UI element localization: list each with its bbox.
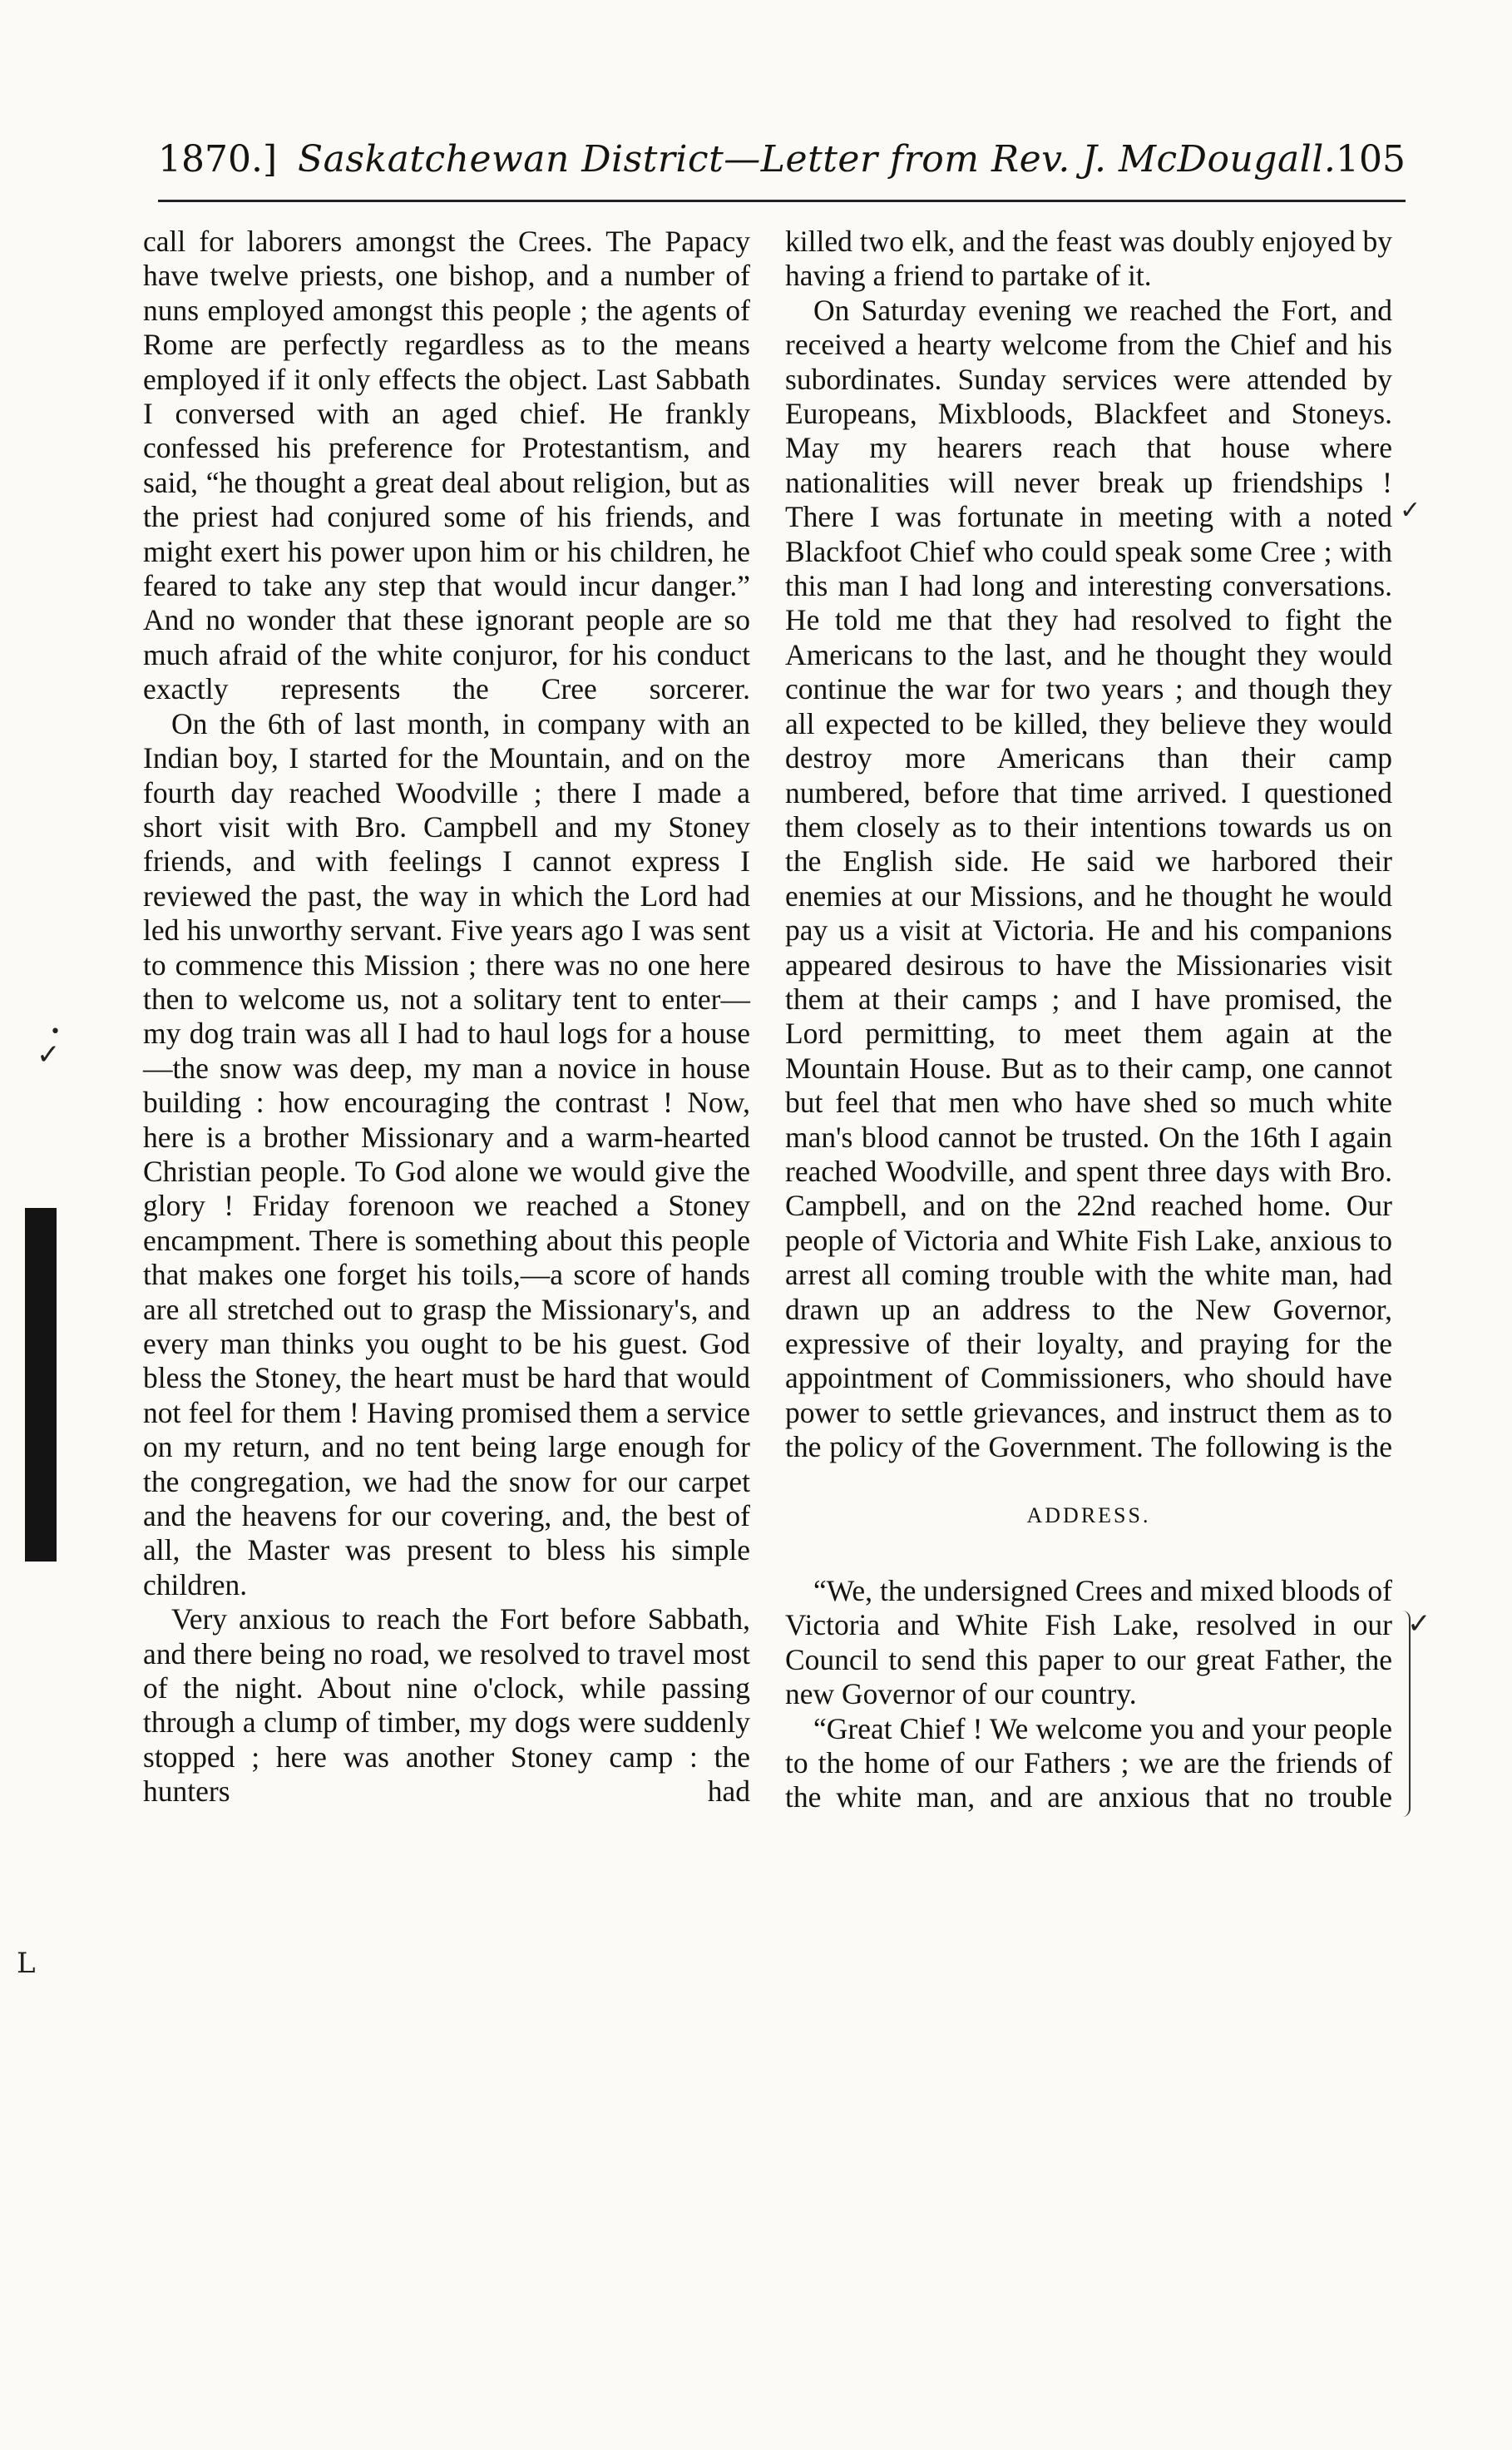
left-paragraph-2: On the 6th of last month, in company with an Indian boy, I started for the Mountain, and on the fourth day reached Woodville ; there I made a short visit with Bro. Campbell and my Stoney friends, and with feelings I cannot express I reviewed the past, the way in which the Lord had led his unworthy servant. Five years ago I was sent to commence this Mission ; there was no one here then to welcome us, not a solitary tent to enter—my dog train was all I had to haul logs for a house—the snow was deep, my man a novice in house building : how encouraging the contrast ! Now, here is a brother Missionary and a warm-hearted Christian people. To God alone we would give the glory ! Friday forenoon we reached a Stoney encampment. There is something about this people that makes one forget his toils,—a score of hands are all stretched out to grasp the Missionary's, and every man thinks you ought to be his guest. God bless the Stoney, the heart must be hard that would not feel for them ! Having promised them a service on my return, and no tent being large enough for the congregation, we had the snow for our carpet and the heavens for our covering, and, the best of all, the Master was present to bless his simple children.	[143, 706, 750, 1601]
header-rule	[158, 200, 1406, 202]
page-number: 105	[1336, 138, 1406, 181]
margin-dot-icon: •	[50, 1022, 61, 1042]
left-column	[143, 225, 750, 1809]
running-title: Saskatchewan District—Letter from Rev. J. McDougall.	[298, 138, 1337, 181]
address-heading: ADDRESS.	[1026, 1502, 1151, 1527]
right-column	[785, 225, 1392, 1815]
header-year: 1870.]	[158, 138, 278, 181]
right-paragraph-2: On Saturday evening we reached the Fort, and received a hearty welcome from the Chief and his subordinates. Sunday services were attended by Europeans, Mixbloods, Blackfeet and Stoneys. May my hearers reach that house where nationalities will never break up friendships ! There I was fortunate in meeting with a noted Blackfoot Chief who could speak some Cree ; with this man I had long and interesting conversations. He told me that they had resolved to fight the Americans to the last, and he thought they would continue the war for two years ; and though they all expected to be killed, they believe they would destroy more Americans than their camp numbered, before that time arrived. I questioned them closely as to their intentions towards us on the English side. He said we harbored their enemies at our Missions, and he thought he would pay us a visit at Victoria. He and his companions appeared desirous to have the Missionaries visit them at their camps ; and I have promised, the Lord permitting, to meet them again at the Mountain House. But as to their camp, one cannot but feel that men who have shed so much white man's blood cannot be trusted. On the 16th I again reached Woodville, and spent three days with Bro. Campbell, and on the 22nd reached home. Our people of Victoria and White Fish Lake, anxious to arrest all coming trouble with the white man, had drawn up an address to the New Governor, expressive of their loyalty, and praying for the appointment of Commissioners, who should have power to settle grievances, and instruct them as to the policy of the Government. The following is the	[785, 293, 1392, 1464]
margin-brace-icon	[1397, 1611, 1411, 1817]
address-paragraph-1: “We, the undersigned Crees and mixed bloods of Victoria and White Fish Lake, resolved in our Council to send this paper to our great Father, the new Governor of our country.	[785, 1574, 1392, 1711]
margin-tick-mark-icon: ✓	[1400, 496, 1421, 525]
running-header	[158, 133, 1406, 186]
margin-letter-mark: L	[17, 1947, 36, 1980]
margin-tick-mark-icon: ✓	[1407, 1607, 1431, 1641]
left-paragraph-3: Very anxious to reach the Fort before Sabbath, and there being no road, we resolved to travel most of the night. About nine o'clock, while passing through a clump of timber, my dogs were suddenly stopped ; here was another Stoney camp : the hunters had	[143, 1602, 750, 1809]
right-paragraph-1: killed two elk, and the feast was doubly enjoyed by having a friend to partake of it.	[785, 225, 1392, 293]
margin-tick-mark-icon: ✓	[37, 1038, 61, 1072]
margin-redaction-bar	[25, 1208, 57, 1562]
left-paragraph-1: call for laborers amongst the Crees. The Papacy have twelve priests, one bishop, and a number of nuns employed amongst this people ; the agents of Rome are perfectly regardless as to the means employed if it only effects the object. Last Sabbath I conversed with an aged chief. He frankly confessed his preference for Protestantism, and said, “he thought a great deal about religion, but as the priest had conjured some of his friends, and might exert his power upon him or his children, he feared to take any step that would incur danger.” And no wonder that these ignorant people are so much afraid of the white conjuror, for his conduct exactly represents the Cree sorcerer.	[143, 225, 750, 706]
address-paragraph-2: “Great Chief ! We welcome you and your people to the home of our Fathers ; we are the friends of the white man, and are anxious that no trouble	[785, 1711, 1392, 1814]
